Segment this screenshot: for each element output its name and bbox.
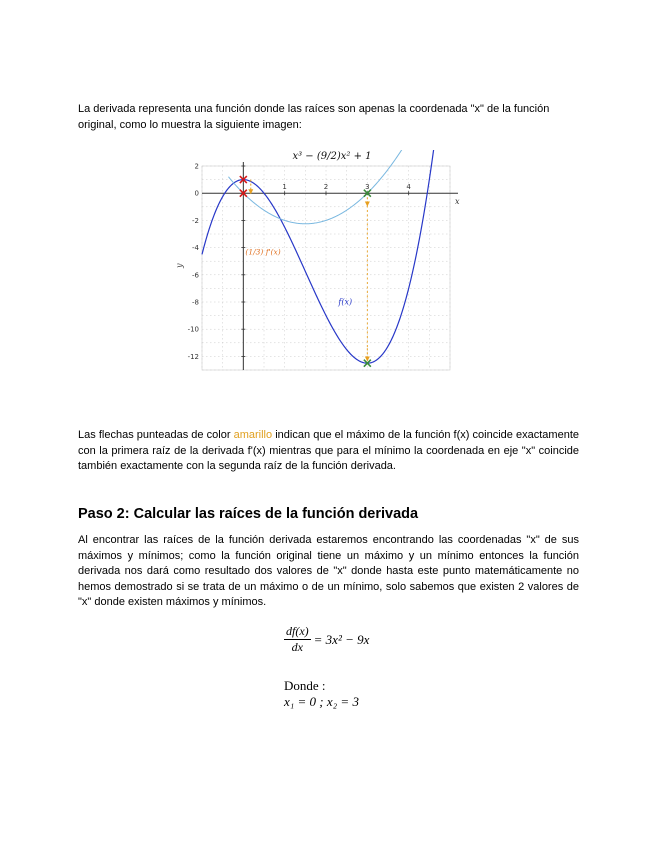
derivative-equation [284, 624, 369, 655]
intro-paragraph: La derivada representa una función donde las raíces son apenas la coordenada "x" de la función original, como lo muestra la siguiente imagen: [78, 103, 550, 131]
donde-label: Donde : [284, 678, 326, 693]
chart-title: x³ − (9/2)x² + 1 [292, 151, 372, 162]
y-tick-label: 2 [194, 162, 199, 171]
series-label-f: f(x) [338, 297, 353, 307]
roots-values: x₁ = 0 ; x₂ = 3 [284, 694, 359, 709]
arrows-paragraph [78, 428, 579, 475]
y-tick-label: 0 [194, 189, 199, 198]
y-tick-label: -10 [187, 325, 199, 334]
y-tick-label: -4 [192, 244, 199, 253]
equation-denominator: dx [291, 640, 303, 654]
x-tick-label: 3 [365, 183, 370, 192]
equation-rhs: = 3x² − 9x [313, 631, 370, 647]
equation-numerator: df(x) [286, 624, 309, 638]
x-axis-label: x [455, 197, 460, 207]
arrows-text-highlight: amarillo [233, 429, 273, 441]
step2-heading: Paso 2: Calcular las raíces de la función derivada [78, 506, 419, 522]
y-axis-label: y [175, 263, 184, 268]
y-tick-label: -8 [192, 298, 199, 307]
y-tick-label: -12 [187, 352, 199, 361]
equation-fraction [284, 624, 311, 655]
step2-paragraph: Al encontrar las raíces de la función derivada estaremos encontrando las coordenadas "x" de sus máximos y mínimos; como la función original tiene un máximo y un mínimo entonces la función derivada nos dará como resultado dos valores de "x" donde hasta este punto matemáticamente no hemos demostrado si se trata de un máximo o de un mínimo, solo sabemos que existen 2 valores de "x" donde existen máximos y mínimos. [78, 534, 579, 608]
x-tick-label: 2 [323, 183, 329, 192]
function-graph [172, 150, 472, 380]
x-tick-label: 1 [282, 183, 287, 192]
arrows-text-before: Las flechas punteadas de color [78, 429, 234, 441]
arrows-text-after: indican que el máximo de la función f(x) coincide exactamente con la primera raíz de la derivada f'(x) mientras que para el mínimo la coordenada en eje "x" coincide también exactamente con la segunda raíz de la función derivada. [78, 429, 579, 472]
series-label-derivative: (1/3) f'(x) [245, 247, 281, 257]
x-tick-label: 4 [406, 183, 411, 192]
y-tick-label: -2 [192, 216, 199, 225]
y-tick-label: -6 [192, 271, 199, 280]
